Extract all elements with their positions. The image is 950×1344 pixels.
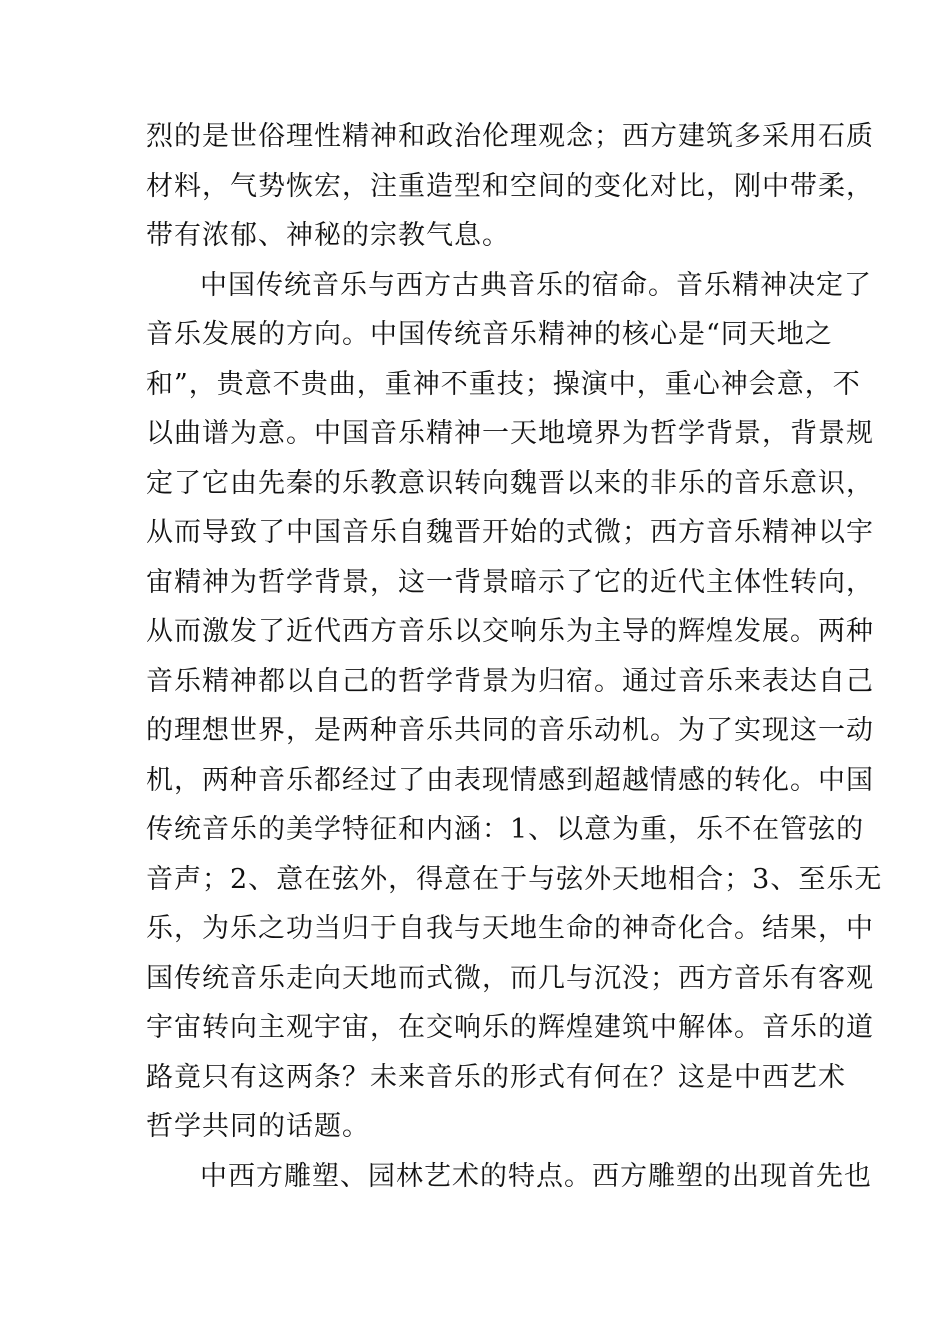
text-line: 乐，为乐之功当归于自我与天地生命的神奇化合。结果，中 xyxy=(146,913,874,944)
text-line: 以曲谱为意。中国音乐精神一天地境界为哲学背景，背景规 xyxy=(146,418,874,449)
text-line: 音乐发展的方向。中国传统音乐精神的核心是“同天地之 xyxy=(146,319,833,350)
text-line: 传统音乐的美学特征和内涵：1、以意为重，乐不在管弦的 xyxy=(146,814,865,845)
paragraph-first-line: 中西方雕塑、园林艺术的特点。西方雕塑的出现首先也 xyxy=(200,1160,872,1192)
text-line: 和”，贵意不贵曲，重神不重技；操演中，重心神会意，不 xyxy=(146,368,861,400)
text-line: 路竟只有这两条？未来音乐的形式有何在？这是中西艺术 xyxy=(146,1061,846,1093)
text-line: 国传统音乐走向天地而式微，而几与沉没；西方音乐有客观 xyxy=(146,962,874,994)
paragraph-first-line: 中国传统音乐与西方古典音乐的宿命。音乐精神决定了 xyxy=(200,269,872,301)
text-line: 烈的是世俗理性精神和政治伦理观念；西方建筑多采用石质 xyxy=(146,121,874,152)
text-line: 音乐精神都以自己的哲学背景为归宿。通过音乐来表达自己 xyxy=(146,665,874,697)
text-line: 机，两种音乐都经过了由表现情感到超越情感的转化。中国 xyxy=(146,764,874,796)
text-line: 音声；2、意在弦外，得意在于与弦外天地相合；3、至乐无 xyxy=(146,863,883,895)
text-line: 定了它由先秦的乐教意识转向魏晋以来的非乐的音乐意识， xyxy=(146,467,874,499)
text-line: 哲学共同的话题。 xyxy=(146,1111,370,1142)
text-line: 材料，气势恢宏，注重造型和空间的变化对比，刚中带柔， xyxy=(146,170,874,202)
text-line: 从而激发了近代西方音乐以交响乐为主导的辉煌发展。两种 xyxy=(146,616,874,647)
text-line: 宙精神为哲学背景，这一背景暗示了它的近代主体性转向， xyxy=(146,566,874,598)
text-line: 从而导致了中国音乐自魏晋开始的式微；西方音乐精神以宇 xyxy=(146,517,874,548)
body-text xyxy=(146,112,883,1201)
text-line: 带有浓郁、神秘的宗教气息。 xyxy=(146,220,510,251)
text-line: 宇宙转向主观宇宙，在交响乐的辉煌建筑中解体。音乐的道 xyxy=(146,1012,874,1043)
text-line: 的理想世界，是两种音乐共同的音乐动机。为了实现这一动 xyxy=(146,715,874,746)
